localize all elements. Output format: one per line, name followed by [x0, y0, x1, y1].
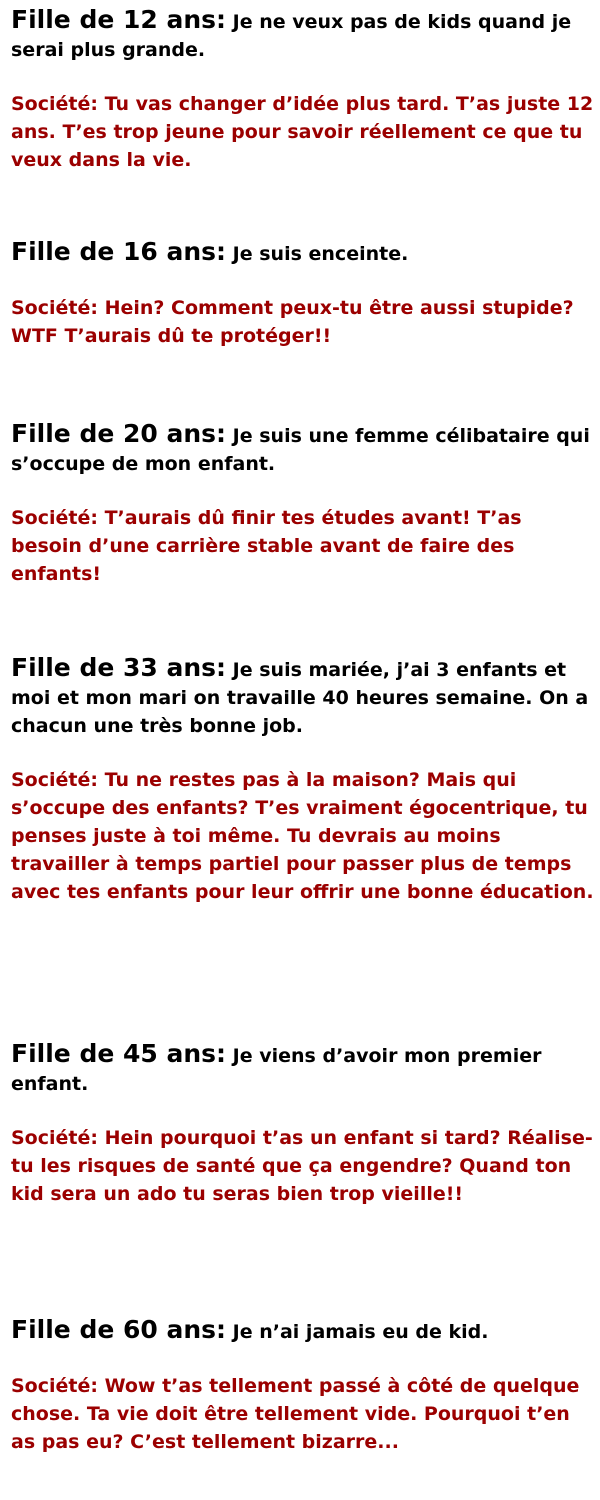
girl-statement-text: Je viens d’avoir mon premier enfant.	[11, 1045, 542, 1095]
society-response	[11, 766, 597, 906]
girl-age-label: Fille de 60 ans:	[11, 1315, 227, 1344]
entry-20	[11, 420, 597, 588]
girl-statement	[11, 654, 597, 740]
entry-45	[11, 1040, 597, 1208]
girl-statement-text: Je ne veux pas de kids quand je serai plus grande.	[11, 11, 572, 61]
society-label: Société:	[11, 769, 98, 791]
society-response-text: Hein pourquoi t’as un enfant si tard? Réalise-tu les risques de santé que ça engendre? Quand ton kid sera un ado tu seras bien trop vieille!!	[11, 1127, 593, 1205]
society-response-text: T’aurais dû finir tes études avant! T’as besoin d’une carrière stable avant de faire des enfants!	[11, 507, 522, 585]
society-response	[11, 504, 597, 588]
girl-statement	[11, 238, 597, 268]
society-label: Société:	[11, 507, 98, 529]
society-response-text: Tu vas changer d’idée plus tard. T’as juste 12 ans. T’es trop jeune pour savoir réellement ce que tu veux dans la vie.	[11, 93, 594, 171]
entry-16	[11, 238, 597, 350]
girl-age-label: Fille de 33 ans:	[11, 653, 227, 682]
girl-statement	[11, 6, 597, 64]
girl-age-label: Fille de 20 ans:	[11, 419, 227, 448]
society-label: Société:	[11, 93, 98, 115]
girl-statement-text: Je n’ai jamais eu de kid.	[232, 1321, 489, 1343]
society-response	[11, 1124, 597, 1208]
society-response	[11, 1372, 597, 1456]
girl-statement-text: Je suis mariée, j’ai 3 enfants et moi et mon mari on travaille 40 heures semaine. On a chacun une très bonne job.	[11, 659, 589, 737]
society-response-text: Hein? Comment peux-tu être aussi stupide? WTF T’aurais dû te protéger!!	[11, 297, 574, 347]
entry-33	[11, 654, 597, 906]
society-label: Société:	[11, 1375, 98, 1397]
girl-statement-text: Je suis une femme célibataire qui s’occupe de mon enfant.	[11, 425, 590, 475]
girl-statement	[11, 1040, 597, 1098]
society-response	[11, 90, 597, 174]
girl-statement-text: Je suis enceinte.	[232, 243, 409, 265]
girl-age-label: Fille de 45 ans:	[11, 1039, 227, 1068]
girl-age-label: Fille de 16 ans:	[11, 237, 227, 266]
girl-statement	[11, 1316, 597, 1346]
society-label: Société:	[11, 297, 98, 319]
society-response-text: Wow t’as tellement passé à côté de quelque chose. Ta vie doit être tellement vide. Pourquoi t’en as pas eu? C’est tellement bizarre...	[11, 1375, 580, 1453]
society-response-text: Tu ne restes pas à la maison? Mais qui s’occupe des enfants? T’es vraiment égocentrique, tu penses juste à toi même. Tu devrais au moins travailler à temps partiel pour passer plus de temps avec tes enfants pour leur offrir une bonne éducation.	[11, 769, 594, 903]
entry-60	[11, 1316, 597, 1456]
entry-12	[11, 6, 597, 174]
society-response	[11, 294, 597, 350]
girl-age-label: Fille de 12 ans:	[11, 5, 227, 34]
girl-statement	[11, 420, 597, 478]
society-label: Société:	[11, 1127, 98, 1149]
